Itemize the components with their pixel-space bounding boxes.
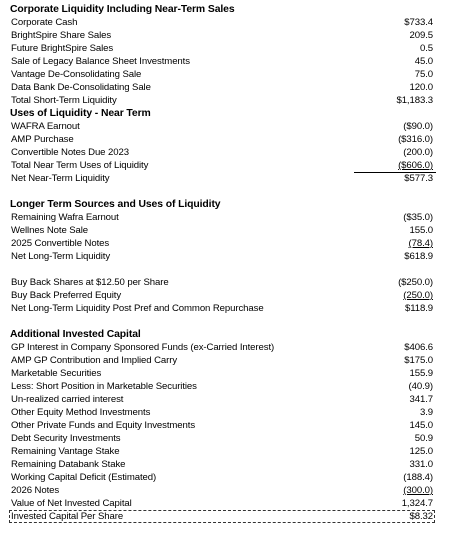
row-label: Invested Capital Per Share [11,511,124,522]
table-row [0,458,450,471]
row-label: Remaining Vantage Stake [11,446,120,457]
row-value: $118.9 [404,303,433,314]
row-label: Wellnes Note Sale [11,225,89,236]
table-row [0,133,450,146]
table-row [0,484,450,497]
table-row [0,367,450,380]
row-value: (40.9) [408,381,433,392]
section-header [0,3,450,16]
row-value: (200.0) [403,147,433,158]
row-value: $1,183.3 [396,95,433,106]
row-value: ($606.0) [398,160,433,171]
row-label: Net Near-Term Liquidity [11,173,110,184]
table-row [0,289,450,302]
row-label: Buy Back Preferred Equity [11,290,122,301]
table-row [0,68,450,81]
row-label: AMP Purchase [11,134,74,145]
section-header [0,198,450,211]
row-value: 155.9 [409,368,433,379]
table-row [0,432,450,445]
row-value: 45.0 [414,56,433,67]
row-value: (300.0) [403,485,433,496]
row-value: $733.4 [404,17,433,28]
row-label: Value of Net Invested Capital [11,498,132,509]
net-row [0,250,450,263]
row-label: Un-realized carried interest [11,394,124,405]
table-row [0,42,450,55]
section-header [0,107,450,120]
row-value: ($35.0) [403,212,433,223]
total-row [0,94,450,107]
row-value: 341.7 [409,394,433,405]
row-label: Debt Security Investments [11,433,121,444]
row-value: 50.9 [414,433,433,444]
table-row [0,224,450,237]
row-label: Other Equity Method Investments [11,407,151,418]
table-row [0,471,450,484]
table-row [0,29,450,42]
row-label: Net Long-Term Liquidity Post Pref and Common Repurchase [11,303,264,314]
net-row [0,172,450,185]
row-value: ($90.0) [403,121,433,132]
table-row [0,146,450,159]
row-value: 155.0 [409,225,433,236]
row-label: Vantage De-Consolidating Sale [11,69,142,80]
row-label: GP Interest in Company Sponsored Funds (ex-Carried Interest) [11,342,275,353]
section-longer-term [0,198,450,263]
net-row [0,302,450,315]
table-row [0,211,450,224]
table-row [0,55,450,68]
row-label: Marketable Securities [11,368,102,379]
section-title: Longer Term Sources and Uses of Liquidity [10,199,221,210]
row-value: (188.4) [403,472,433,483]
table-row [0,406,450,419]
table-row [0,16,450,29]
row-value: 331.0 [409,459,433,470]
row-label: 2025 Convertible Notes [11,238,110,249]
row-value: $577.3 [404,173,433,184]
table-row [0,341,450,354]
table-row [0,380,450,393]
row-value: (78.4) [408,238,433,249]
row-label: 2026 Notes [11,485,60,496]
row-label: Less: Short Position in Marketable Securities [11,381,197,392]
table-row [0,276,450,289]
row-label: Other Private Funds and Equity Investments [11,420,196,431]
row-label: AMP GP Contribution and Implied Carry [11,355,178,366]
section-title: Corporate Liquidity Including Near-Term Sales [10,4,235,15]
section-title: Additional Invested Capital [10,329,141,340]
section-uses-of-liquidity [0,107,450,185]
table-row [0,354,450,367]
table-row [0,445,450,458]
row-label: Remaining Wafra Earnout [11,212,119,223]
table-row [0,120,450,133]
row-label: Future BrightSpire Sales [11,43,114,54]
section-buybacks [0,276,450,315]
row-label: Data Bank De-Consolidating Sale [11,82,151,93]
row-value: 145.0 [409,420,433,431]
row-label: Convertible Notes Due 2023 [11,147,129,158]
row-value: $406.6 [404,342,433,353]
selected-cell-row[interactable] [0,510,450,523]
row-value: $175.0 [404,355,433,366]
total-row [0,497,450,510]
row-label: Sale of Legacy Balance Sheet Investments [11,56,190,67]
section-header [0,328,450,341]
row-value: 1,324.7 [401,498,433,509]
row-value: 0.5 [419,43,433,54]
table-row [0,419,450,432]
row-label: Working Capital Deficit (Estimated) [11,472,157,483]
row-value: 3.9 [419,407,433,418]
row-value: 120.0 [409,82,433,93]
row-label: Remaining Databank Stake [11,459,126,470]
table-row [0,237,450,250]
row-value: 75.0 [414,69,433,80]
row-value: (250.0) [403,290,433,301]
row-value: ($316.0) [398,134,433,145]
row-value: ($250.0) [398,277,433,288]
row-value: $8.32 [409,511,433,522]
row-value: $618.9 [404,251,433,262]
row-label: Buy Back Shares at $12.50 per Share [11,277,169,288]
table-row [0,393,450,406]
table-row [0,81,450,94]
section-additional-invested-capital [0,328,450,523]
row-label: Net Long-Term Liquidity [11,251,111,262]
row-label: Corporate Cash [11,17,78,28]
row-value: 209.5 [409,30,433,41]
row-label: WAFRA Earnout [11,121,80,132]
section-title: Uses of Liquidity - Near Term [10,108,151,119]
row-label: Total Short-Term Liquidity [11,95,117,106]
row-label: Total Near Term Uses of Liquidity [11,160,149,171]
total-row [0,159,450,172]
row-label: BrightSpire Share Sales [11,30,112,41]
row-value: 125.0 [409,446,433,457]
section-corporate-liquidity [0,3,450,107]
